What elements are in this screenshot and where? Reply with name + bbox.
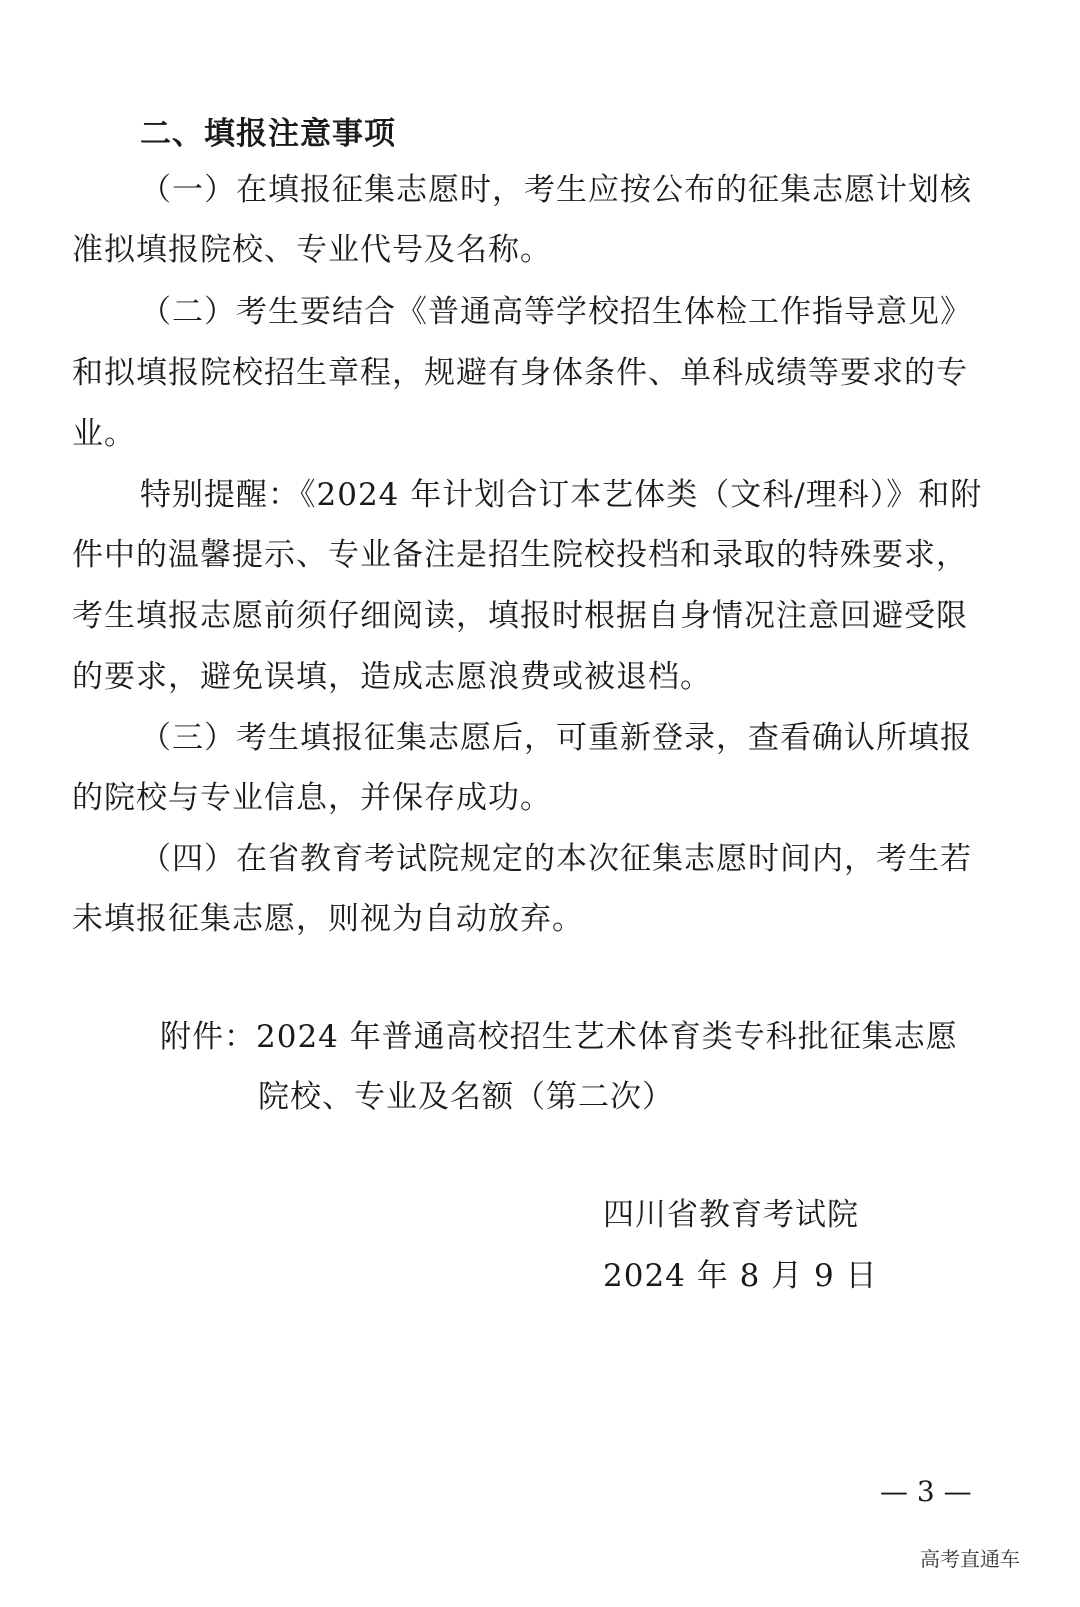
reminder-line3: 考生填报志愿前须仔细阅读，填报时根据自身情况注意回避受限 [72, 598, 968, 634]
item2-line3: 业。 [72, 416, 136, 452]
item3-line1: （三）考生填报征集志愿后，可重新登录，查看确认所填报 [140, 720, 972, 756]
attachment-line1: 附件：2024 年普通高校招生艺术体育类专科批征集志愿 [160, 1019, 958, 1055]
section-heading: 二、填报注意事项 [140, 116, 396, 152]
item1-line2: 准拟填报院校、专业代号及名称。 [72, 232, 552, 268]
reminder-line1: 特别提醒：《2024 年计划合订本艺体类（文科/理科）》和附 [140, 477, 983, 513]
item2-line1: （二）考生要结合《普通高等学校招生体检工作指导意见》 [140, 294, 972, 330]
item3-line2: 的院校与专业信息，并保存成功。 [72, 780, 552, 816]
reminder-line4: 的要求，避免误填，造成志愿浪费或被退档。 [72, 659, 712, 695]
item1-line1: （一）在填报征集志愿时，考生应按公布的征集志愿计划核 [140, 172, 972, 208]
item2-line2: 和拟填报院校招生章程，规避有身体条件、单科成绩等要求的专 [72, 355, 968, 391]
watermark-label: 高考直通车 [920, 1547, 1020, 1571]
page-number: — 3 — [880, 1475, 972, 1508]
item4-line1: （四）在省教育考试院规定的本次征集志愿时间内，考生若 [140, 841, 972, 877]
attachment-line2: 院校、专业及名额（第二次） [258, 1079, 674, 1115]
signature-organization: 四川省教育考试院 [603, 1197, 859, 1233]
signature-date: 2024 年 8 月 9 日 [603, 1258, 878, 1294]
item4-line2: 未填报征集志愿，则视为自动放弃。 [72, 901, 584, 937]
reminder-line2: 件中的温馨提示、专业备注是招生院校投档和录取的特殊要求， [72, 537, 968, 573]
